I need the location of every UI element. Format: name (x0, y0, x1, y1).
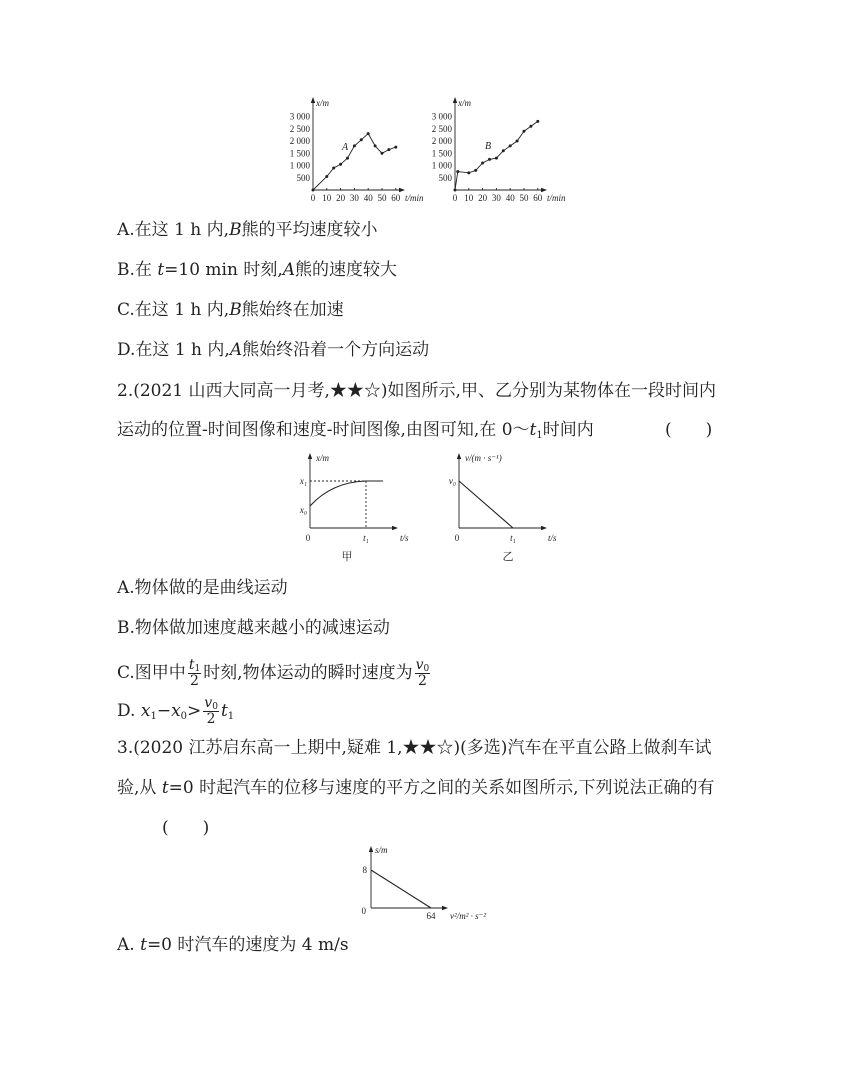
x-axis-arrow (442, 906, 448, 910)
velocity-variable: v (204, 695, 213, 711)
y-tick-label: 2 500 (431, 123, 452, 134)
curve-label-a: A (342, 142, 349, 153)
option-text: 熊始终在加速 (241, 300, 344, 320)
subscript: 1 (194, 664, 201, 674)
q2-option-c (117, 658, 432, 689)
data-point (529, 125, 532, 128)
option-text: C.在这 1 h 内, (117, 300, 230, 320)
x-tick-label: 20 (478, 193, 488, 203)
fraction-v0-over-2 (415, 658, 431, 689)
data-point (325, 175, 328, 178)
bear-label: A (282, 260, 296, 280)
chart-bear-b (421, 95, 573, 205)
q3-option-a (117, 935, 349, 955)
q2-stem-line-1: 2.(2021 山西大同高一月考,★★☆)如图所示,甲、乙分别为某物体在一段时间内 (117, 381, 716, 401)
y-tick-label: 1 000 (431, 160, 452, 171)
option-text: 时刻,物体运动的瞬时速度为 (203, 663, 413, 683)
x-axis-label: t/min (405, 193, 424, 203)
t1-label: t₁ (510, 533, 516, 543)
x-intercept-label: 64 (426, 911, 436, 921)
caption-yi: 乙 (502, 551, 514, 563)
option-text: 熊的速度较大 (295, 260, 398, 280)
fraction-numerator (203, 696, 219, 712)
origin-label: 0 (305, 533, 311, 543)
t1-label: t₁ (363, 533, 369, 543)
x-tick-label: 40 (363, 193, 373, 203)
q1-option-c (117, 300, 344, 320)
y-tick-label: 1 000 (289, 160, 310, 171)
subscript: 1 (227, 711, 235, 722)
chart-bear-a (279, 95, 429, 205)
stem-text: =0 时起汽车的位移与速度的平方之间的关系如图所示,下列说法正确的有 (168, 778, 715, 798)
x-axis-label: t/s (400, 533, 409, 543)
data-point (312, 189, 315, 192)
option-label: A. (117, 935, 141, 955)
data-point (516, 140, 519, 143)
data-point (339, 163, 342, 166)
data-point (394, 146, 397, 149)
option-text: 熊的平均速度较小 (241, 220, 378, 240)
x-axis-arrow (541, 526, 547, 530)
fraction-denominator: 2 (190, 673, 199, 689)
v0-label: v₀ (448, 476, 456, 486)
fraction-numerator (415, 658, 431, 674)
answer-bracket: ( ) (162, 818, 210, 838)
y-tick-label: 500 (438, 172, 452, 183)
time-variable: t (529, 420, 537, 440)
bear-label: B (229, 300, 242, 320)
displacement-line (371, 870, 431, 908)
option-text: A.在这 1 h 内, (117, 220, 230, 240)
y-tick-label: 2 000 (289, 136, 310, 146)
time-variable: t (188, 657, 195, 673)
q2-option-b: B.物体做加速度越来越小的减速运动 (117, 618, 390, 638)
q2-stem-line-2 (117, 420, 594, 440)
position-curve (310, 481, 383, 506)
x-tick-label: 60 (391, 193, 401, 203)
subscript: 1 (536, 430, 543, 441)
q1-option-a (117, 220, 378, 240)
option-text: 熊始终沿着一个方向运动 (242, 340, 430, 360)
y-axis-label: x/m (316, 453, 329, 463)
option-text: =10 min 时刻, (164, 260, 283, 280)
option-text: C.图甲中 (117, 663, 186, 683)
y-tick-label: 3 000 (431, 111, 452, 122)
y-axis-label: s/m (375, 845, 388, 855)
caption-jia: 甲 (341, 551, 353, 563)
q1-option-d (117, 340, 429, 360)
option-label: D. (117, 701, 141, 721)
data-point (332, 166, 335, 169)
velocity-line (459, 481, 513, 528)
x1-label: x₁ (299, 476, 307, 486)
data-point (495, 157, 498, 160)
data-point (509, 144, 512, 147)
curve-label-b: B (485, 141, 492, 152)
x-tick-label: 30 (491, 193, 501, 203)
x-tick-label: 10 (322, 193, 332, 203)
time-variable: t (157, 260, 165, 280)
x-tick-label: 0 (452, 193, 458, 203)
x-tick-label: 10 (464, 193, 474, 203)
q3-stem-line-2 (117, 778, 715, 798)
x-tick-label: 0 (310, 193, 316, 203)
answer-bracket: ( ) (665, 420, 713, 440)
time-variable: t (220, 701, 228, 721)
origin-label: 0 (361, 906, 366, 916)
y-axis-arrow (453, 97, 457, 103)
chart-jia (290, 448, 415, 563)
fraction-denominator: 2 (206, 711, 216, 727)
chart-s-v2 (350, 842, 510, 922)
subscript: 1 (150, 711, 157, 722)
x-variable: x (171, 701, 181, 721)
x0-label: x₀ (299, 505, 307, 515)
y-axis-arrow (308, 453, 312, 459)
bear-label: A (229, 340, 243, 360)
subscript: 0 (423, 664, 430, 674)
option-text: =0 时汽车的速度为 4 m/s (146, 935, 349, 955)
data-point (488, 158, 491, 161)
bear-label: B (229, 220, 242, 240)
data-point (481, 162, 484, 165)
data-point (467, 171, 470, 174)
y-axis-arrow (369, 846, 373, 852)
data-point (381, 152, 384, 155)
y-tick-label: 2 500 (289, 123, 310, 134)
fraction-v0-over-2 (203, 696, 219, 727)
data-point (536, 120, 539, 123)
y-axis-arrow (311, 97, 315, 103)
y-axis-label: x/m (316, 98, 329, 108)
y-tick-label: 1 500 (431, 148, 452, 159)
x-axis-label: v²/m² · s⁻² (450, 911, 487, 921)
data-point (367, 132, 370, 135)
x-tick-label: 40 (505, 193, 515, 203)
y-tick-label: 500 (296, 172, 310, 183)
subscript: 0 (212, 702, 218, 712)
origin-label: 0 (454, 533, 460, 543)
y-axis-label: v/(m · s⁻¹) (465, 453, 502, 463)
y-tick-label: 1 500 (289, 148, 310, 159)
velocity-variable: v (415, 657, 424, 673)
series-line (313, 134, 396, 190)
q2-option-d (117, 696, 234, 727)
data-point (454, 189, 457, 192)
q3-stem-line-1: 3.(2020 江苏启东高一上期中,疑难 1,★★☆)(多选)汽车在平直公路上做刹车试 (117, 738, 712, 758)
option-text: B.在 (117, 260, 158, 280)
option-text: D.在这 1 h 内, (117, 340, 230, 360)
stem-text: 时间内 (542, 420, 594, 440)
q2-option-a: A.物体做的是曲线运动 (117, 578, 288, 598)
x-axis-arrow (541, 188, 547, 192)
x-variable: x (140, 701, 151, 721)
greater-than-sign: > (187, 701, 202, 721)
data-point (474, 169, 477, 172)
y-tick-label: 2 000 (431, 136, 452, 146)
data-point (523, 130, 526, 133)
y-tick-label: 3 000 (289, 111, 310, 122)
minus-sign: − (156, 701, 172, 721)
data-point (346, 157, 349, 160)
data-point (502, 149, 505, 152)
x-axis-arrow (392, 526, 398, 530)
y-axis-label: x/m (458, 98, 471, 108)
x-tick-label: 50 (519, 193, 529, 203)
subscript: 0 (180, 711, 188, 722)
time-variable: t (161, 778, 169, 798)
x-axis-label: t/min (547, 193, 566, 203)
x-axis-arrow (399, 188, 405, 192)
fraction-numerator (188, 658, 201, 674)
data-point (456, 170, 459, 173)
data-point (374, 144, 377, 147)
x-tick-label: 30 (349, 193, 359, 203)
s-intercept-label: 8 (362, 865, 367, 875)
stem-text: 运动的位置-时间图像和速度-时间图像,由图可知,在 0～ (117, 420, 530, 440)
x-axis-label: t/s (548, 533, 557, 543)
fraction-denominator: 2 (417, 673, 427, 689)
time-variable: t (140, 935, 147, 955)
q1-option-b (117, 260, 397, 280)
x-tick-label: 60 (533, 193, 543, 203)
x-tick-label: 50 (377, 193, 387, 203)
fraction-t1-over-2 (188, 658, 201, 689)
x-tick-label: 20 (336, 193, 346, 203)
chart-yi (440, 448, 565, 563)
stem-text: 验,从 (117, 778, 162, 798)
data-point (387, 148, 390, 151)
data-point (360, 138, 363, 141)
y-axis-arrow (457, 453, 461, 459)
data-point (353, 144, 356, 147)
